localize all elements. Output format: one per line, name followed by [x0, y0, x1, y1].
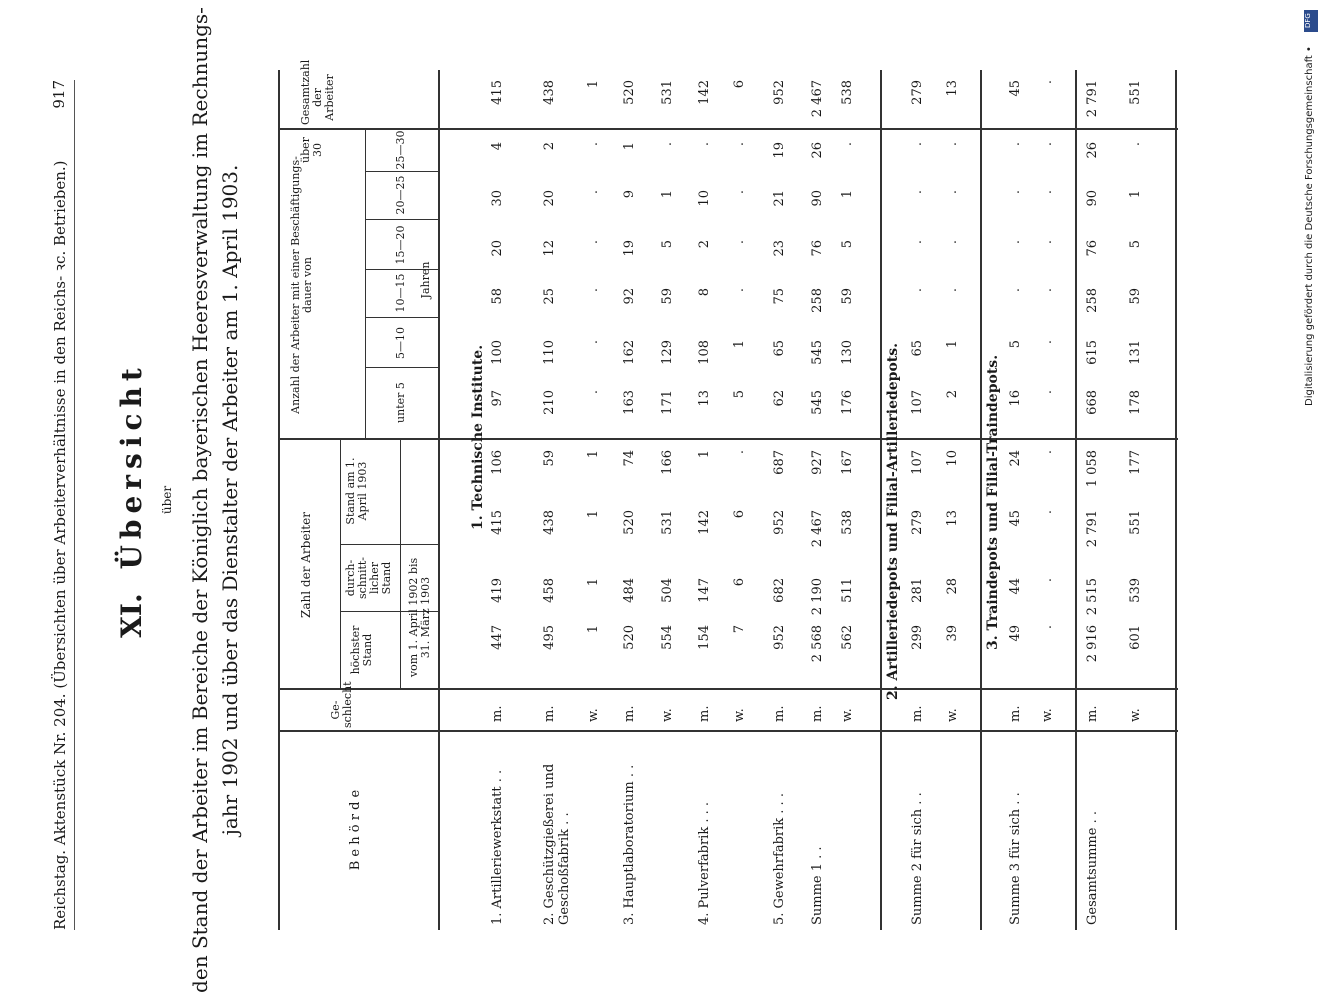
table-cell: .: [732, 288, 747, 293]
table-cell: .: [1008, 142, 1023, 147]
table-cell: .: [732, 450, 747, 455]
table-cell: .: [1040, 390, 1055, 395]
table-cell: .: [945, 142, 960, 147]
table-cell: 615: [1085, 340, 1100, 365]
table-cell: 1 058: [1085, 450, 1100, 488]
row-sex: m.: [910, 705, 925, 722]
row-sex: m.: [622, 705, 637, 722]
table-cell: .: [910, 288, 925, 293]
table-cell: 2 791: [1085, 510, 1100, 548]
table-cell: .: [1040, 190, 1055, 195]
table-cell: 16: [1008, 390, 1023, 407]
col-rule-behoerde: [278, 730, 1178, 732]
digitization-stamp: [1304, 10, 1318, 970]
table-header-rule: [438, 70, 440, 930]
header-jahren: Jahren: [419, 261, 432, 299]
table-cell: 1: [732, 340, 747, 349]
table-cell: 1: [586, 578, 601, 587]
table-cell: 952: [772, 80, 787, 105]
table-cell: .: [586, 190, 601, 195]
table-cell: 1: [945, 340, 960, 349]
row-sex: m.: [490, 705, 505, 722]
table-cell: .: [1040, 142, 1055, 147]
row-label: 5. Gewehrfabrik . . .: [772, 793, 787, 925]
table-cell: 5: [840, 240, 855, 249]
table-cell: 178: [1128, 390, 1143, 415]
table-cell: 8: [697, 288, 712, 297]
row-sex: w.: [1040, 708, 1055, 722]
table-cell: 176: [840, 390, 855, 415]
table-cell: .: [586, 240, 601, 245]
title-line-2: jahr 1902 und über das Dienstalter der Arbeiter am 1. April 1903.: [218, 164, 242, 836]
row-sex: w.: [586, 708, 601, 722]
table-cell: 531: [660, 80, 675, 105]
table-cell: 601: [1128, 625, 1143, 650]
table-cell: 538: [840, 80, 855, 105]
table-cell: 5: [1128, 240, 1143, 249]
table-cell: 551: [1128, 510, 1143, 535]
table-cell: 19: [622, 240, 637, 257]
header-bucket-6: über 30: [299, 137, 324, 163]
page-number: 917: [50, 80, 68, 109]
table-cell: 76: [810, 240, 825, 257]
table-cell: 30: [490, 190, 505, 207]
table-cell: 9: [622, 190, 637, 199]
table-cell: 62: [772, 390, 787, 407]
table-cell: .: [1040, 240, 1055, 245]
table-bottom-rule: [1175, 70, 1177, 930]
table-cell: 520: [622, 625, 637, 650]
table-cell: 5: [1008, 340, 1023, 349]
table-cell: 952: [772, 625, 787, 650]
table-cell: 538: [840, 510, 855, 535]
table-cell: 166: [660, 450, 675, 475]
table-cell: 90: [1085, 190, 1100, 207]
table-cell: 21: [772, 190, 787, 207]
table-cell: 545: [810, 390, 825, 415]
header-bucket-0: unter 5: [394, 382, 407, 423]
table-cell: 59: [1128, 288, 1143, 305]
table-cell: 2 190: [810, 578, 825, 616]
table-cell: 1: [586, 510, 601, 519]
row-sex: w.: [660, 708, 675, 722]
table-cell: 108: [697, 340, 712, 365]
table-cell: 210: [542, 390, 557, 415]
table-cell: 49: [1008, 625, 1023, 642]
table-cell: 5: [660, 240, 675, 249]
section-heading: 3. Traindepots und Filial-Traindepots.: [985, 354, 1001, 650]
table-cell: 7: [732, 625, 747, 634]
table-cell: 511: [840, 578, 855, 603]
header-bucket-1: 5—10: [394, 327, 407, 359]
row-label: Summe 2 für sich . .: [910, 792, 925, 925]
table-cell: 13: [945, 80, 960, 97]
table-cell: 281: [910, 578, 925, 603]
table-cell: 668: [1085, 390, 1100, 415]
table-cell: 952: [772, 510, 787, 535]
table-cell: 107: [910, 450, 925, 475]
table-cell: 24: [1008, 450, 1023, 467]
table-cell: .: [1008, 240, 1023, 245]
table-cell: 539: [1128, 578, 1143, 603]
table-cell: 1: [840, 190, 855, 199]
table-cell: 551: [1128, 80, 1143, 105]
table-cell: 458: [542, 578, 557, 603]
header-geschlecht: Ge-schlecht: [329, 681, 354, 728]
table-cell: .: [1040, 450, 1055, 455]
table-cell: 2 467: [810, 80, 825, 118]
header-bucket-3: 15—20: [394, 225, 407, 265]
row-sex: w.: [840, 708, 855, 722]
section-heading: 1. Technische Institute.: [470, 344, 486, 530]
table-cell: 74: [622, 450, 637, 467]
table-cell: 39: [945, 625, 960, 642]
table-cell: 520: [622, 80, 637, 105]
table-cell: 545: [810, 340, 825, 365]
zahl-range-rule: [400, 440, 401, 690]
table-cell: 2 791: [1085, 80, 1100, 118]
table-cell: 162: [622, 340, 637, 365]
table-cell: .: [1128, 142, 1143, 147]
table-cell: 6: [732, 578, 747, 587]
row-label: 2. Geschützgießerei und Geschoßfabrik . .: [542, 763, 572, 925]
table-cell: 1: [586, 80, 601, 89]
table-cell: 177: [1128, 450, 1143, 475]
table-cell: 6: [732, 510, 747, 519]
table-cell: 682: [772, 578, 787, 603]
stamp-text: Digitalisierung gefördert durch die Deutsche Forschungsgemeinschaft •: [1304, 46, 1315, 406]
row-label: 1. Artilleriewerkstatt . .: [490, 769, 505, 925]
table-cell: 415: [490, 510, 505, 535]
col-rule-stand: [278, 438, 1178, 440]
table-cell: 4: [490, 142, 505, 151]
table-cell: 1: [586, 450, 601, 459]
table-cell: 1: [660, 190, 675, 199]
table-cell: 163: [622, 390, 637, 415]
header-dienst-group: Anzahl der Arbeiter mit einer Beschäftigungs-dauer von: [289, 156, 314, 414]
table-cell: 167: [840, 450, 855, 475]
table-cell: 258: [1085, 288, 1100, 313]
table-cell: 2: [542, 142, 557, 151]
table-cell: 562: [840, 625, 855, 650]
table-cell: 12: [542, 240, 557, 257]
table-cell: 110: [542, 340, 557, 365]
col-rule-geschlecht: [278, 688, 1178, 690]
table-cell: 2 916: [1085, 625, 1100, 663]
table-cell: 13: [697, 390, 712, 407]
row-sex: m.: [542, 705, 557, 722]
table-cell: .: [1040, 578, 1055, 583]
title-word: Übersicht: [115, 362, 148, 570]
table-cell: 927: [810, 450, 825, 475]
table-cell: 520: [622, 510, 637, 535]
zahl-rule: [340, 440, 341, 690]
row-sex: w.: [945, 708, 960, 722]
table-cell: 554: [660, 625, 675, 650]
table-cell: 279: [910, 80, 925, 105]
row-sex: m.: [1008, 705, 1023, 722]
table-cell: .: [840, 142, 855, 147]
table-cell: 106: [490, 450, 505, 475]
table-cell: 258: [810, 288, 825, 313]
table-cell: 59: [542, 450, 557, 467]
table-cell: 154: [697, 625, 712, 650]
table-cell: 130: [840, 340, 855, 365]
header-hoechster: höchster Stand: [349, 625, 374, 675]
table-cell: 299: [910, 625, 925, 650]
table-cell: 45: [1008, 80, 1023, 97]
table-top-rule: [278, 70, 280, 930]
table-cell: 20: [490, 240, 505, 257]
table-cell: 100: [490, 340, 505, 365]
row-label: 4. Pulverfabrik . . .: [697, 802, 712, 925]
header-bucket-4: 20—25: [394, 175, 407, 215]
col-rule-durch: [340, 544, 440, 545]
table-cell: .: [586, 142, 601, 147]
table-cell: 90: [810, 190, 825, 207]
table-cell: 1: [622, 142, 637, 151]
table-cell: .: [586, 288, 601, 293]
table-cell: .: [732, 190, 747, 195]
table-cell: 2 467: [810, 510, 825, 548]
table-cell: 75: [772, 288, 787, 305]
section-rule-3: [980, 70, 982, 930]
table-cell: 25: [542, 288, 557, 305]
table-cell: 6: [732, 80, 747, 89]
table-cell: 26: [810, 142, 825, 159]
table-cell: 2: [945, 390, 960, 399]
table-cell: .: [1008, 190, 1023, 195]
table-cell: 484: [622, 578, 637, 603]
table-cell: 279: [910, 510, 925, 535]
table-cell: 447: [490, 625, 505, 650]
table-cell: 2 568: [810, 625, 825, 663]
table-cell: 129: [660, 340, 675, 365]
table-cell: 19: [772, 142, 787, 159]
table-cell: 1: [697, 450, 712, 459]
row-sex: w.: [1128, 708, 1143, 722]
table-cell: 10: [697, 190, 712, 207]
table-cell: 107: [910, 390, 925, 415]
header-bucket-2: 10—15: [394, 273, 407, 313]
row-label: Summe 3 für sich . .: [1008, 792, 1023, 925]
table-cell: 687: [772, 450, 787, 475]
table-cell: 147: [697, 578, 712, 603]
table-cell: 531: [660, 510, 675, 535]
row-label: 3. Hauptlaboratorium . .: [622, 764, 637, 925]
col-rule-gesamt: [278, 128, 1178, 130]
table-cell: .: [945, 190, 960, 195]
table-cell: 76: [1085, 240, 1100, 257]
table-cell: .: [1008, 288, 1023, 293]
table-cell: .: [732, 240, 747, 245]
table-cell: 438: [542, 80, 557, 105]
table-cell: 10: [945, 450, 960, 467]
table-cell: 59: [660, 288, 675, 305]
table-cell: .: [910, 190, 925, 195]
running-header: [50, 80, 75, 930]
table-cell: 20: [542, 190, 557, 207]
title-sub: über: [160, 485, 174, 515]
title-heading: [115, 0, 148, 1000]
row-sex: w.: [732, 708, 747, 722]
table-cell: 65: [772, 340, 787, 357]
table-cell: .: [586, 340, 601, 345]
table-cell: 92: [622, 288, 637, 305]
title-line-1: den Stand der Arbeiter im Bereiche der Königlich bayerischen Heeresverwaltung im Rechnungs-: [188, 7, 212, 993]
header-zeitraum: vom 1. April 1902 bis 31. März 1903: [407, 557, 432, 678]
table-cell: .: [697, 142, 712, 147]
header-zahl-group: Zahl der Arbeiter: [299, 512, 313, 618]
table-cell: 438: [542, 510, 557, 535]
row-sex: m.: [697, 705, 712, 722]
table-cell: .: [910, 240, 925, 245]
table-cell: .: [660, 142, 675, 147]
table-cell: 419: [490, 578, 505, 603]
table-cell: 2: [697, 240, 712, 249]
header-durchschnitt: durch-schnitt-licher Stand: [344, 556, 393, 600]
table-cell: 415: [490, 80, 505, 105]
table-cell: .: [732, 142, 747, 147]
table-cell: 65: [910, 340, 925, 357]
table-cell: .: [1040, 510, 1055, 515]
section-rule-2: [880, 70, 882, 930]
table-cell: 97: [490, 390, 505, 407]
table-cell: 45: [1008, 510, 1023, 527]
row-sex: m.: [1085, 705, 1100, 722]
table-cell: .: [1040, 288, 1055, 293]
table-cell: 171: [660, 390, 675, 415]
table-cell: .: [586, 390, 601, 395]
table-cell: 142: [697, 80, 712, 105]
table-cell: 44: [1008, 578, 1023, 595]
header-bucket-5: 25—30: [394, 130, 407, 170]
gesamtsumme-rule: [1075, 70, 1077, 930]
table-cell: 1: [586, 625, 601, 634]
table-cell: .: [910, 142, 925, 147]
table-cell: 495: [542, 625, 557, 650]
row-label: Gesamtsumme . .: [1085, 811, 1100, 925]
dienst-rule: [365, 130, 366, 440]
table-cell: .: [945, 288, 960, 293]
table-cell: .: [1040, 625, 1055, 630]
table-cell: 2 515: [1085, 578, 1100, 616]
table-cell: 1: [1128, 190, 1143, 199]
row-sex: m.: [810, 705, 825, 722]
table-cell: 142: [697, 510, 712, 535]
row-label: Summe 1 . .: [810, 846, 825, 925]
table-cell: 59: [840, 288, 855, 305]
table-cell: 504: [660, 578, 675, 603]
row-sex: m.: [772, 705, 787, 722]
table-cell: 28: [945, 578, 960, 595]
title-number: XI.: [115, 593, 148, 638]
header-gesamt: Gesamtzahl der Arbeiter: [299, 59, 336, 125]
dfg-logo: DFG: [1304, 10, 1318, 32]
header-stand-am: Stand am 1. April 1903: [344, 457, 369, 525]
table-cell: 131: [1128, 340, 1143, 365]
table-cell: .: [945, 240, 960, 245]
table-cell: 26: [1085, 142, 1100, 159]
table-cell: 5: [732, 390, 747, 399]
table-cell: 58: [490, 288, 505, 305]
header-behoerde: B e h ö r d e: [348, 789, 363, 871]
running-header-text: Reichstag. Aktenstück Nr. 204. (Übersichten über Arbeiterverhältnisse in den Reichs- ꝛc. Betrieben.): [51, 160, 69, 930]
section-heading: 2. Artilleriedepots und Filial-Artilleriedepots.: [885, 342, 901, 700]
table-cell: .: [1040, 340, 1055, 345]
table-cell: 13: [945, 510, 960, 527]
table-cell: 23: [772, 240, 787, 257]
table-cell: .: [1040, 80, 1055, 85]
